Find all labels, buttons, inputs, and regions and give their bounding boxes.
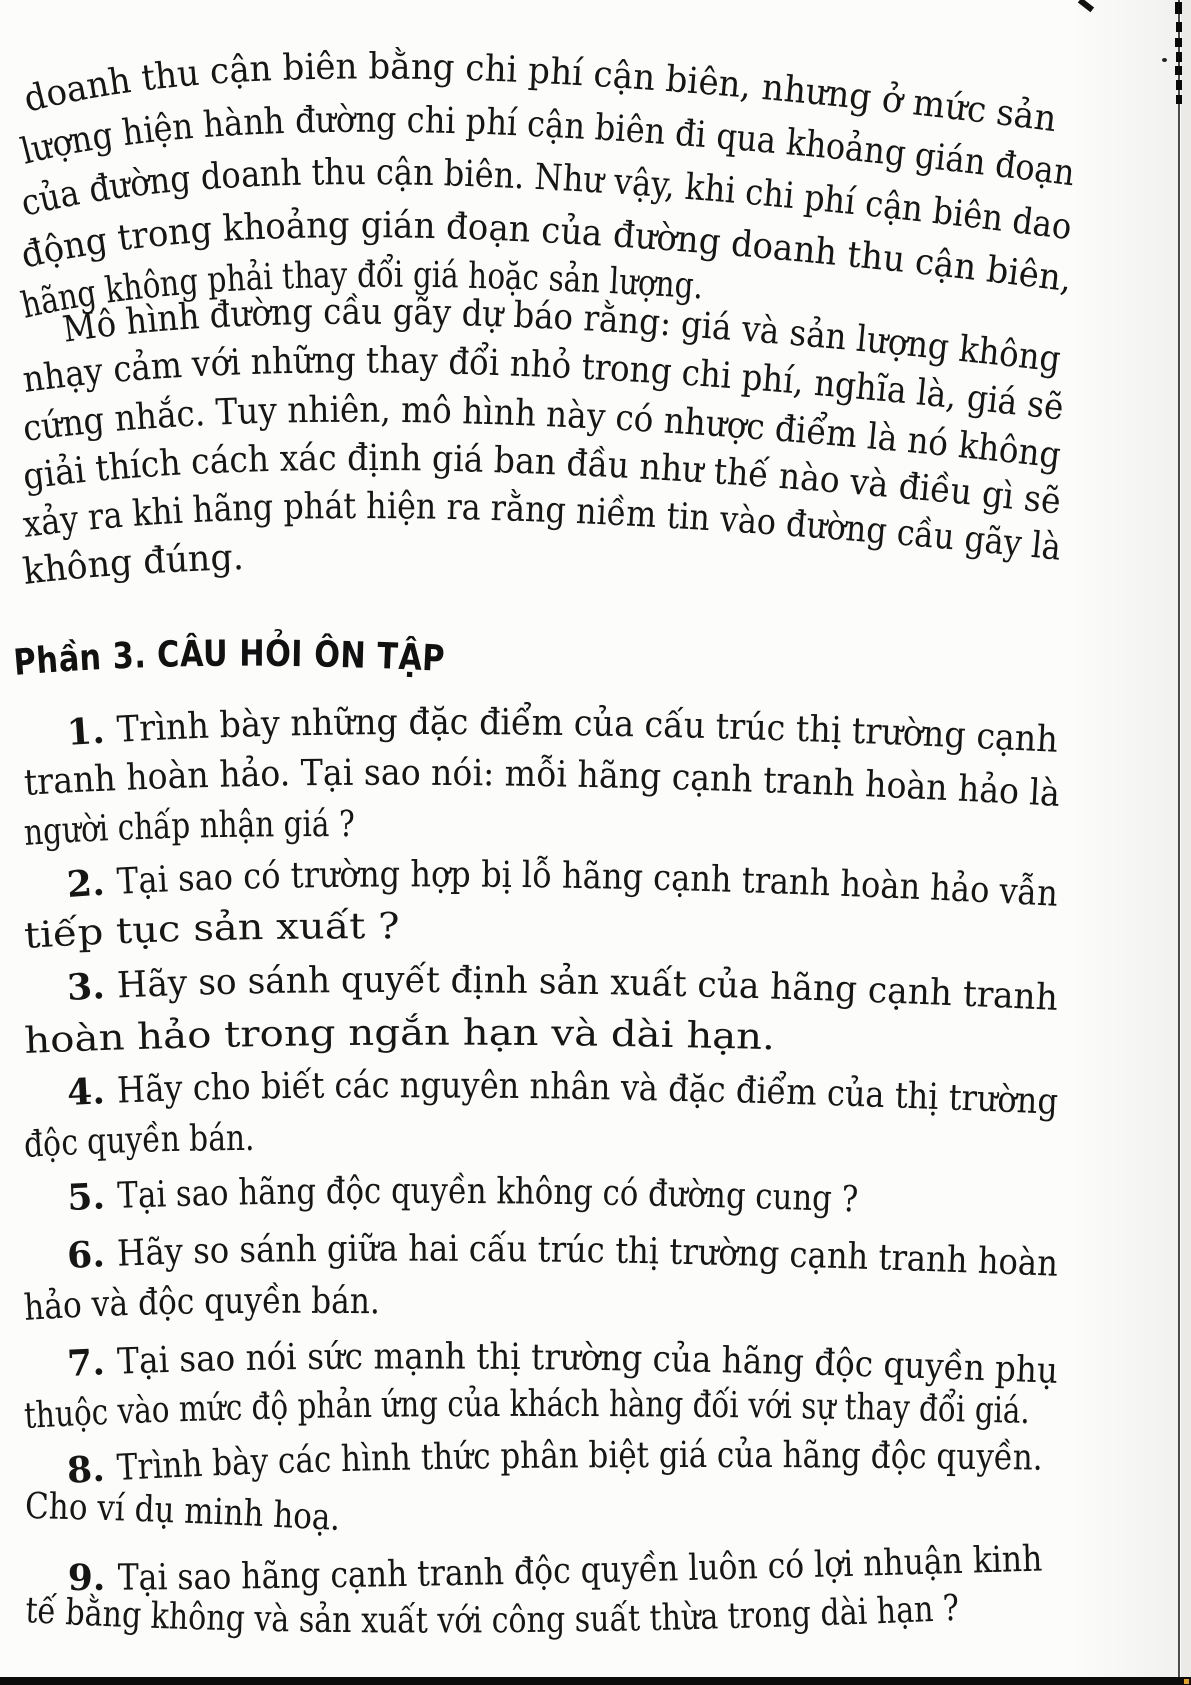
edge-tear-mark <box>1175 66 1182 75</box>
question-8-line-2: Cho ví dụ minh hoạ. <box>24 1485 343 1540</box>
paragraph-1-line-1: doanh thu cận biên bằng chi phí cận biên, nhưng ở mức sản <box>19 46 1060 141</box>
question-6-number: 6. <box>66 1233 106 1277</box>
paragraph-1-line-2: lượng hiện hành đường chi phí cận biên đi qua khoảng gián đoạn <box>17 99 1080 195</box>
question-7-line-1: Tại sao nói sức mạnh thị trường của hãng độc quyền phụ <box>116 1336 1061 1392</box>
scan-margin-strip <box>1181 0 1191 1685</box>
question-6-line-2: hảo và độc quyền bán. <box>22 1280 382 1329</box>
question-8-number: 8. <box>65 1447 106 1492</box>
question-9-line-1: Tại sao hãng cạnh tranh độc quyền luôn có lợi nhuận kinh <box>117 1538 1046 1599</box>
question-4-line-2: độc quyền bán. <box>22 1117 257 1166</box>
question-3-number: 3. <box>66 965 106 1009</box>
scan-speck <box>1162 58 1167 62</box>
question-1-line-3: người chấp nhận giá ? <box>22 804 359 854</box>
question-3-line-1: Hãy so sánh quyết định sản xuất của hãng cạnh tranh <box>116 959 1060 1019</box>
paragraph-2-line-2: nhạy cảm với những thay đổi nhỏ trong chi phí, nghĩa là, giá sẽ <box>20 340 1068 429</box>
edge-tear-mark <box>1175 38 1182 47</box>
question-7-number: 7. <box>66 1341 106 1385</box>
paragraph-2-line-5: xảy ra khi hãng phát hiện ra rằng niềm tin vào đường cầu gãy là <box>20 486 1066 569</box>
question-9-line-2: tế bằng không và sản xuất với công suất thừa trong dài hạn ? <box>24 1587 964 1642</box>
question-4-line-1: Hãy cho biết các nguyên nhân và đặc điểm của thị trường <box>116 1065 1062 1123</box>
edge-tear-mark <box>1176 80 1182 90</box>
question-8-line-1: Trình bày các hình thức phân biệt giá của hãng độc quyền. <box>115 1434 1045 1489</box>
question-7-line-2: thuộc vào mức độ phản ứng của khách hàng đối với sự thay đổi giá. <box>23 1383 1033 1437</box>
question-1-line-1: Trình bày những đặc điểm của cấu trúc thị trường cạnh <box>115 702 1061 761</box>
scan-corner-artifact <box>1184 1679 1189 1684</box>
paragraph-2-line-1: Mô hình đường cầu gãy dự báo rằng: giá và sản lượng không <box>60 291 1065 381</box>
scan-bottom-band <box>0 1677 1191 1685</box>
edge-tear-mark <box>1176 52 1182 62</box>
paragraph-1-line-4: động trong khoảng gián đoạn của đường doanh thu cận biên, <box>17 205 1075 301</box>
question-5-line-1: Tại sao hãng độc quyền không có đường cung ? <box>116 1170 862 1221</box>
question-2-number: 2. <box>65 861 106 906</box>
question-1-line-2: tranh hoàn hảo. Tại sao nói: mỗi hãng cạnh tranh hoàn hảo là <box>22 752 1063 816</box>
question-3-line-2: hoàn hảo trong ngắn hạn và dài hạn. <box>23 1012 775 1062</box>
edge-tear-mark <box>1175 2 1182 14</box>
edge-tear-mark <box>1176 22 1182 32</box>
paragraph-2-line-6: không đúng. <box>20 536 245 593</box>
section-heading: Phần 3. CÂU HỎI ÔN TẬP <box>12 633 451 684</box>
question-2-line-1: Tại sao có trường hợp bị lỗ hãng cạnh tranh hoàn hảo vẫn <box>115 854 1062 915</box>
paragraph-1-line-3: của đường doanh thu cận biên. Như vậy, khi chi phí cận biên dao <box>17 152 1077 249</box>
page-curl-shadow <box>1070 0 1178 1679</box>
question-2-line-2: tiếp tục sản xuất ? <box>22 906 398 957</box>
edge-tear-mark <box>1176 95 1182 104</box>
page-edge-line <box>1178 0 1180 1679</box>
paragraph-2-line-4: giải thích cách xác định giá ban đầu như thế nào và điều gì sẽ <box>20 437 1065 523</box>
paragraph-2-line-3: cứng nhắc. Tuy nhiên, mô hình này có nhược điểm là nó không <box>20 389 1065 477</box>
question-6-line-1: Hãy so sánh giữa hai cấu trúc thị trường cạnh tranh hoàn <box>116 1228 1062 1285</box>
question-4-number: 4. <box>66 1070 106 1114</box>
paragraph-1-line-5: hãng không phải thay đổi giá hoặc sản lượng. <box>17 254 707 327</box>
question-1-number: 1. <box>65 709 106 754</box>
question-9-number: 9. <box>67 1556 106 1600</box>
question-5-number: 5. <box>66 1175 106 1219</box>
